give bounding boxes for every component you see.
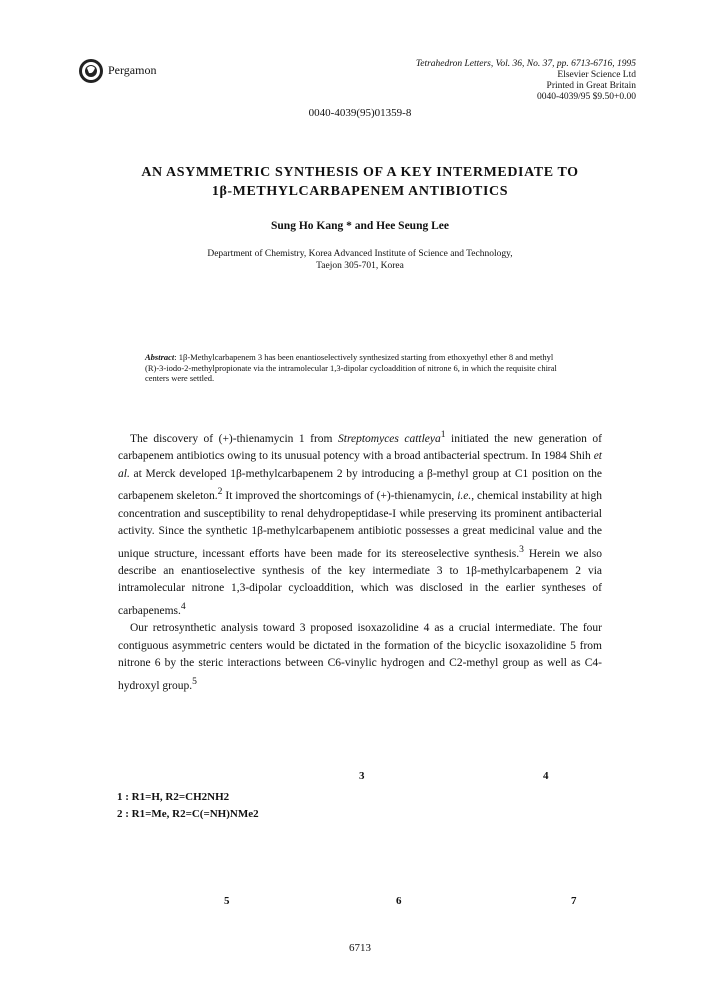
publisher-logo: [78, 58, 104, 84]
journal-citation: [416, 59, 636, 103]
compound-3-number: 3: [359, 770, 365, 782]
journal-line-1: Tetrahedron Letters, Vol. 36, No. 37, pp. 6713-6716, 1995: [415, 59, 636, 69]
journal-line-4: 0040-4039/95 $9.50+0.00: [536, 92, 636, 102]
authors: Sung Ho Kang * and Hee Seung Lee: [271, 220, 449, 232]
compound-6-number: 6: [396, 895, 402, 907]
abstract-label: Abstract: [145, 352, 175, 362]
paragraph-1: The discovery of (+)-thienamycin 1 from Streptomyces cattleya$^1$ initiated the new generation of carbapenem antibiotics owing to its unusual potency with a broad antibacterial spectrum. In 1984 Shih et al. at Merck developed 1β-methylcarbapenem 2 by introducing a β-methyl group at C1 position on the carbapenem skeleton.$^2$ It improved the shortcomings of (+)-thienamycin, i.e., chemical instability at high concentration and susceptibility to renal dehydropeptidase-I while preserving its prominent antibacterial activity. Since the synthetic 1β-methylcarbapenem antibiotic possesses a great medicinal value and the unique structure, incessant efforts have been made for its stereoselective synthesis.$^3$ Herein we also describe an enantioselective synthesis of the key intermediate 3 to 1β-methylcarbapenem 2 via intramolecular nitrone 1,3-dipolar cycloaddition, which was disclosed in the earlier syntheses of carbapenems.$^4$: [118, 429, 602, 617]
title-line-2: 1β-METHYLCARBAPENEM ANTIBIOTICS: [211, 184, 509, 199]
abstract: [145, 352, 570, 384]
abstract-text: : 1β-Methylcarbapenem 3 has been enantioselectively synthesized starting from ethoxyethyl ether 8 and methyl (R)-3-iodo-2-methylpropionate via the intramolecular 1,3-dipolar cycloaddition of nitrone 6, in which the requisite chiral centers were settled.: [145, 352, 557, 383]
page-number: 6713: [349, 942, 371, 954]
publisher-name: Pergamon: [108, 63, 157, 77]
paragraph-2: Our retrosynthetic analysis toward 3 proposed isoxazolidine 4 as a crucial intermediate. The four contiguous asymmetric centers would be dictated in the formation of the bicyclic isoxazolidine 5 from nitrone 6 by the steric interactions between C6-vinylic hydrogen and C2-methyl group as well as C4-hydroxyl group.$^5$: [118, 622, 602, 692]
doi: 0040-4039(95)01359-8: [308, 107, 412, 119]
journal-line-2: Elsevier Science Ltd: [557, 70, 636, 80]
affiliation-line-1: Department of Chemistry, Korea Advanced Institute of Science and Technology,: [207, 249, 513, 259]
compound-7-number: 7: [571, 895, 577, 907]
paper-title: [60, 163, 660, 201]
body-text: [118, 426, 602, 695]
journal-line-3: Printed in Great Britain: [546, 81, 636, 91]
title-line-1: AN ASYMMETRIC SYNTHESIS OF A KEY INTERMEDIATE TO: [141, 165, 579, 180]
compound-2-label: 2 : R1=Me, R2=C(=NH)NMe2: [117, 808, 259, 820]
affiliation: [100, 249, 620, 272]
compound-5-number: 5: [224, 895, 230, 907]
compound-1-label: 1 : R1=H, R2=CH2NH2: [117, 791, 230, 803]
compound-4-number: 4: [543, 770, 549, 782]
affiliation-line-2: Taejon 305-701, Korea: [316, 260, 404, 271]
